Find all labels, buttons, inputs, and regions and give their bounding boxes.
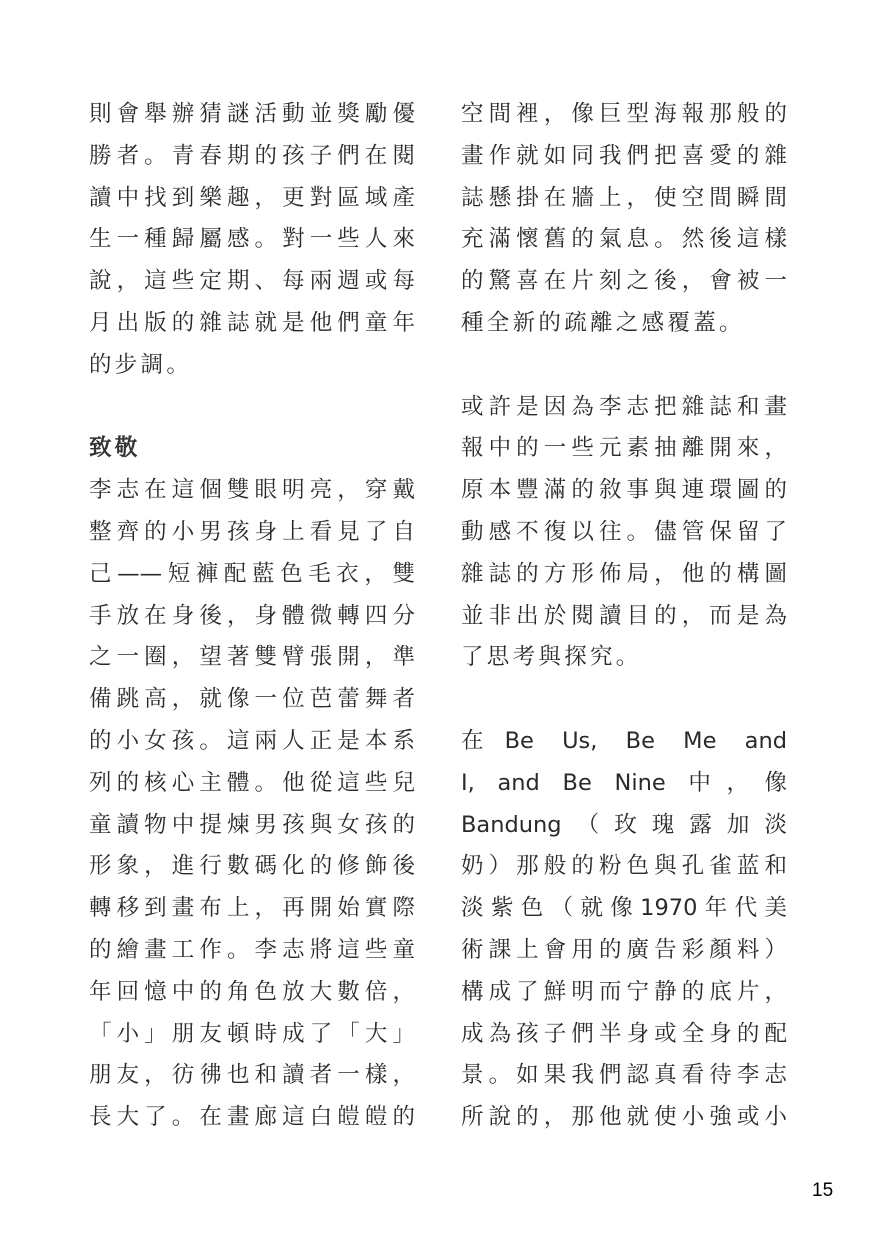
text-line: 年回憶中的角色放大數倍， [89, 978, 415, 1005]
text-line: 勝者。青春期的孩子們在閱 [89, 142, 415, 169]
text-line: Bandung（玫瑰露加淡 [461, 811, 787, 838]
text-line: 形象，進行數碼化的修飾後 [89, 853, 415, 880]
text-line: 轉移到畫布上，再開始實際 [89, 895, 415, 922]
text-line: 則會舉辦猜謎活動並獎勵優 [89, 101, 415, 127]
right-column [461, 94, 787, 1139]
text-line: 「小」朋友頓時成了「大」 [89, 1020, 415, 1047]
text-line: 充滿懷舊的氣息。然後這樣 [461, 226, 787, 253]
text-line: 月出版的雜誌就是他們童年 [89, 309, 415, 336]
text-line: 長大了。在畫廊這白皚皚的 [89, 1104, 415, 1131]
left-paragraph-2 [89, 470, 415, 1139]
text-line: 或許是因為李志把雜誌和畫 [461, 393, 787, 420]
text-line: 原本豐滿的敘事與連環圖的 [461, 477, 787, 504]
text-line: 所說的，那他就使小強或小 [461, 1104, 787, 1131]
text-line: I, and Be Nine 中，像 [461, 769, 787, 796]
text-line: 誌懸掛在牆上，使空間瞬間 [461, 184, 787, 211]
text-line: 之一圈，望著雙臂張開，準 [89, 644, 415, 671]
text-line: 淡紫色（就像1970年代美 [461, 895, 787, 922]
text-line: 童讀物中提煉男孩與女孩的 [89, 811, 415, 838]
text-line: 的小女孩。這兩人正是本系 [89, 727, 415, 754]
text-line: 雜誌的方形佈局，他的構圖 [461, 560, 787, 587]
text-line: 種全新的疏離之感覆蓋。 [461, 309, 745, 336]
paragraph-gap [461, 679, 787, 721]
page-number: 15 [812, 1180, 834, 1201]
text-line: 術課上會用的廣告彩顏料） [461, 936, 787, 963]
text-line: 手放在身後，身體微轉四分 [89, 602, 415, 629]
text-line: 構成了鮮明而宁静的底片， [461, 978, 787, 1005]
text-line: 列的核心主體。他從這些兒 [89, 769, 415, 796]
right-paragraph-3 [461, 721, 787, 1139]
text-line: 並非出於閱讀目的，而是為 [461, 602, 787, 629]
text-line: 朋友，彷彿也和讀者一樣， [89, 1062, 415, 1089]
paragraph-gap [461, 345, 787, 387]
text-line: 奶）那般的粉色與孔雀蓝和 [461, 853, 787, 880]
paragraph-gap [89, 387, 415, 429]
text-line: 備跳高，就像一位芭蕾舞者 [89, 686, 415, 713]
text-line: 了思考與探究。 [461, 644, 642, 671]
right-paragraph-1 [461, 94, 787, 345]
text-line: 說，這些定期、每兩週或每 [89, 268, 415, 295]
text-line: 的步調。 [89, 351, 193, 378]
left-paragraph-1 [89, 94, 415, 387]
text-line: 報中的一些元素抽離開來， [461, 435, 787, 462]
text-line: 李志在這個雙眼明亮，穿戴 [89, 477, 415, 504]
right-paragraph-2 [461, 387, 787, 680]
text-line: 景。如果我們認真看待李志 [461, 1062, 787, 1089]
left-column [89, 94, 415, 1139]
section-heading: 致敬 [89, 435, 141, 462]
text-line: 空間裡，像巨型海報那般的 [461, 101, 787, 127]
text-line: 畫作就如同我們把喜愛的雜 [461, 142, 787, 169]
text-line: 動感不復以往。儘管保留了 [461, 518, 787, 545]
text-line: 整齊的小男孩身上看見了自 [89, 518, 415, 545]
text-line: 的驚喜在片刻之後，會被一 [461, 268, 787, 295]
text-line: 讀中找到樂趣，更對區域產 [89, 184, 415, 211]
text-line: 在Be Us, Be Me and [461, 727, 787, 754]
text-line: 成為孩子們半身或全身的配 [461, 1020, 787, 1047]
text-line: 的繪畫工作。李志將這些童 [89, 936, 415, 963]
text-line: 己——短褲配藍色毛衣，雙 [89, 560, 415, 587]
text-line: 生一種歸屬感。對一些人來 [89, 226, 415, 253]
